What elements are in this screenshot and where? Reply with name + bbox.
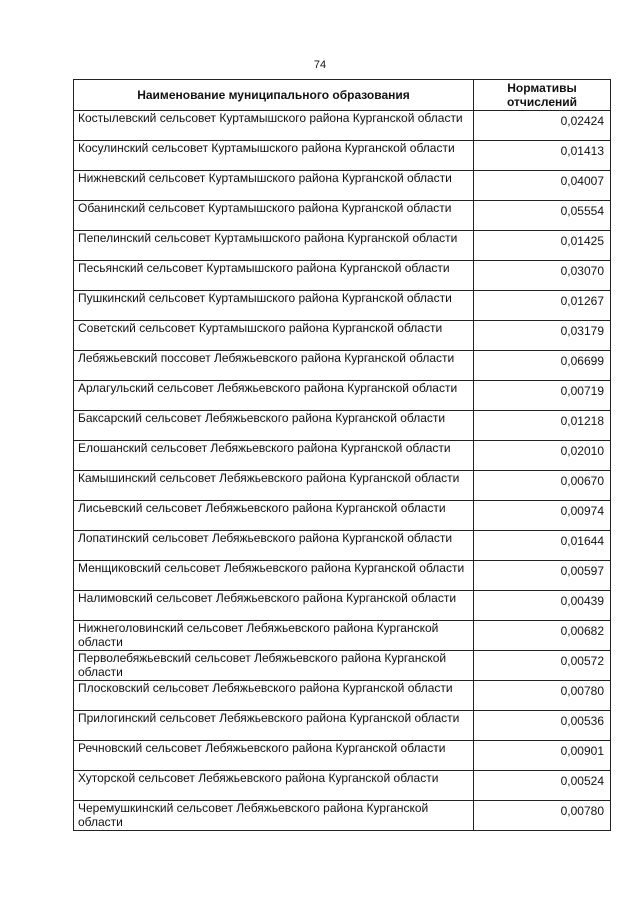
table-row <box>74 591 611 621</box>
row-value: 0,03070 <box>474 261 611 291</box>
row-name: Арлагульский сельсовет Лебяжьевского района Курганской области <box>74 381 474 411</box>
row-value: 0,00901 <box>474 741 611 771</box>
row-name: Хуторской сельсовет Лебяжьевского района Курганской области <box>74 771 474 801</box>
row-value: 0,00572 <box>474 651 611 681</box>
row-name: Прилогинский сельсовет Лебяжьевского района Курганской области <box>74 711 474 741</box>
table-row <box>74 261 611 291</box>
row-value: 0,00974 <box>474 501 611 531</box>
page-number: 74 <box>313 59 327 71</box>
table-row <box>74 501 611 531</box>
table-row <box>74 291 611 321</box>
row-value: 0,05554 <box>474 201 611 231</box>
row-name: Нижневский сельсовет Куртамышского района Курганской области <box>74 171 474 201</box>
table-header-row <box>74 80 611 111</box>
row-name: Костылевский сельсовет Куртамышского района Курганской области <box>74 111 474 141</box>
table-row <box>74 351 611 381</box>
table-row <box>74 771 611 801</box>
row-value: 0,01267 <box>474 291 611 321</box>
table-row <box>74 381 611 411</box>
row-value: 0,03179 <box>474 321 611 351</box>
row-name: Баксарский сельсовет Лебяжьевского района Курганской области <box>74 411 474 441</box>
row-name: Лебяжьевский поссовет Лебяжьевского района Курганской области <box>74 351 474 381</box>
table-row <box>74 201 611 231</box>
table-row <box>74 111 611 141</box>
table-row <box>74 321 611 351</box>
row-value: 0,01413 <box>474 141 611 171</box>
row-value: 0,00536 <box>474 711 611 741</box>
row-value: 0,00670 <box>474 471 611 501</box>
header-name: Наименование муниципального образования <box>74 80 474 111</box>
table-row <box>74 441 611 471</box>
row-value: 0,02424 <box>474 111 611 141</box>
row-value: 0,00597 <box>474 561 611 591</box>
row-name: Менщиковский сельсовет Лебяжьевского района Курганской области <box>74 561 474 591</box>
row-name: Налимовский сельсовет Лебяжьевского района Курганской области <box>74 591 474 621</box>
row-name: Елошанский сельсовет Лебяжьевского района Курганской области <box>74 441 474 471</box>
table-row <box>74 411 611 441</box>
row-value: 0,00780 <box>474 681 611 711</box>
row-value: 0,04007 <box>474 171 611 201</box>
row-name: Плосковский сельсовет Лебяжьевского района Курганской области <box>74 681 474 711</box>
row-name: Песьянский сельсовет Куртамышского района Курганской области <box>74 261 474 291</box>
row-name: Обанинский сельсовет Куртамышского района Курганской области <box>74 201 474 231</box>
row-value: 0,06699 <box>474 351 611 381</box>
table-row <box>74 621 611 651</box>
table-row <box>74 531 611 561</box>
table-row <box>74 651 611 681</box>
row-value: 0,00439 <box>474 591 611 621</box>
row-name: Пепелинский сельсовет Куртамышского района Курганской области <box>74 231 474 261</box>
row-name: Речновский сельсовет Лебяжьевского района Курганской области <box>74 741 474 771</box>
row-value: 0,01425 <box>474 231 611 261</box>
row-name: Лисьевский сельсовет Лебяжьевского района Курганской области <box>74 501 474 531</box>
row-value: 0,00524 <box>474 771 611 801</box>
row-value: 0,01644 <box>474 531 611 561</box>
table-row <box>74 471 611 501</box>
row-name: Лопатинский сельсовет Лебяжьевского района Курганской области <box>74 531 474 561</box>
table-row <box>74 561 611 591</box>
row-value: 0,02010 <box>474 441 611 471</box>
row-value: 0,01218 <box>474 411 611 441</box>
header-value: Нормативы отчислений <box>474 80 611 111</box>
row-name: Перволебяжьевский сельсовет Лебяжьевского района Курганской области <box>74 651 474 681</box>
row-value: 0,00780 <box>474 801 611 831</box>
table-row <box>74 141 611 171</box>
norms-table <box>73 79 611 831</box>
row-name: Нижнеголовинский сельсовет Лебяжьевского района Курганской области <box>74 621 474 651</box>
row-name: Черемушкинский сельсовет Лебяжьевского района Курганской области <box>74 801 474 831</box>
row-value: 0,00719 <box>474 381 611 411</box>
row-name: Советский сельсовет Куртамышского района Курганской области <box>74 321 474 351</box>
table-row <box>74 231 611 261</box>
table-row <box>74 801 611 831</box>
table-row <box>74 711 611 741</box>
table-row <box>74 741 611 771</box>
row-name: Пушкинский сельсовет Куртамышского района Курганской области <box>74 291 474 321</box>
row-name: Косулинский сельсовет Куртамышского района Курганской области <box>74 141 474 171</box>
row-value: 0,00682 <box>474 621 611 651</box>
table-row <box>74 171 611 201</box>
table-row <box>74 681 611 711</box>
row-name: Камышинский сельсовет Лебяжьевского района Курганской области <box>74 471 474 501</box>
